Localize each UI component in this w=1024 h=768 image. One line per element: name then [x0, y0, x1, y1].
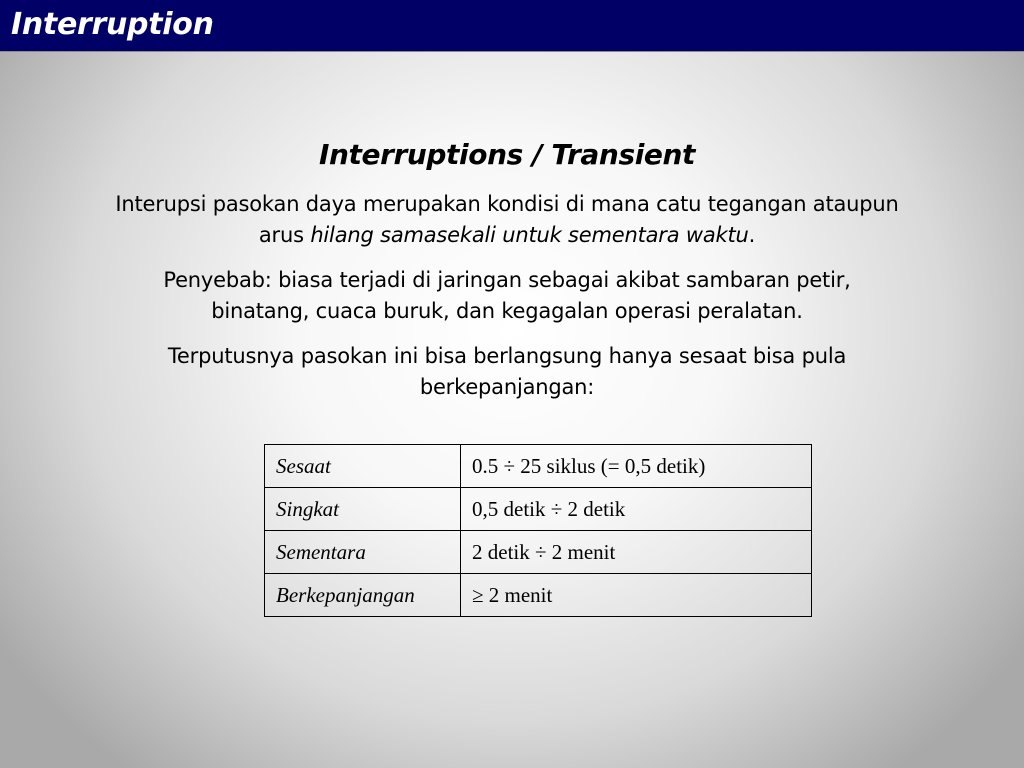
slide-title-bar [0, 0, 1024, 52]
duration-value: 0,5 detik ÷ 2 detik [461, 488, 812, 531]
duration-value: 2 detik ÷ 2 menit [461, 531, 812, 574]
duration-paragraph: Terputusnya pasokan ini bisa berlangsung hanya sesaat bisa pula berkepanjangan: [167, 344, 847, 399]
duration-label: Singkat [265, 488, 461, 531]
table-row [265, 574, 812, 617]
duration-value: ≥ 2 menit [461, 574, 812, 617]
duration-label: Berkepanjangan [265, 574, 461, 617]
definition-emphasis: hilang samasekali untuk sementara waktu [310, 223, 749, 247]
table-row [265, 531, 812, 574]
definition-text: Interupsi pasokan daya merupakan kondisi di mana catu tegangan ataupun arus [115, 192, 899, 247]
duration-value: 0.5 ÷ 25 siklus (= 0,5 detik) [461, 445, 812, 488]
table-row [265, 488, 812, 531]
definition-paragraph [112, 189, 902, 251]
cause-paragraph: Penyebab: biasa terjadi di jaringan sebagai akibat sambaran petir, binatang, cuaca buruk, dan kegagalan operasi peralatan. [163, 268, 851, 323]
section-heading: Interruptions / Transient [318, 138, 696, 171]
duration-label: Sesaat [265, 445, 461, 488]
definition-period: . [748, 223, 756, 247]
table-row [265, 445, 812, 488]
slide-body [112, 136, 902, 417]
duration-table [264, 444, 812, 617]
duration-label: Sementara [265, 531, 461, 574]
slide-title: Interruption [11, 7, 214, 42]
